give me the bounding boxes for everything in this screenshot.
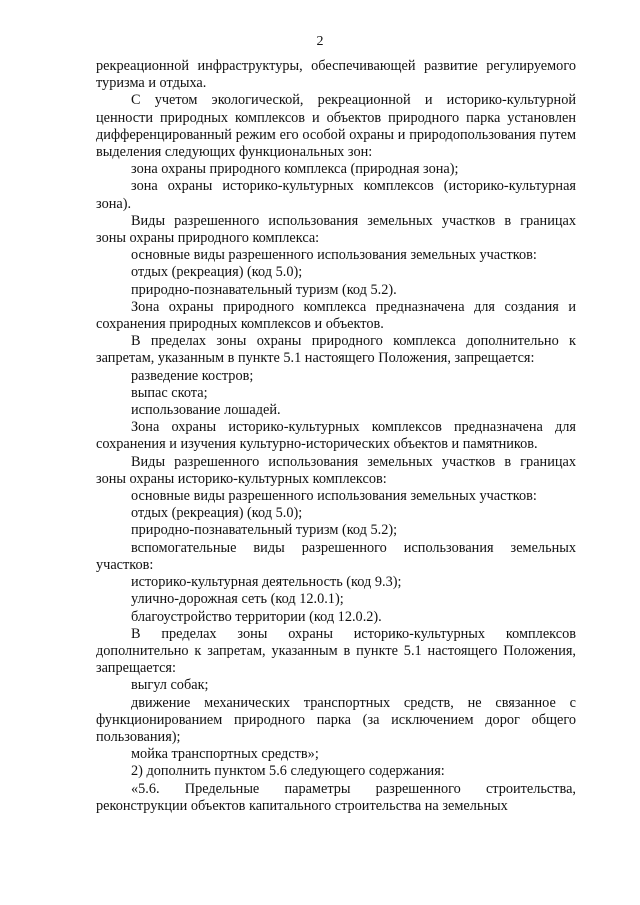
list-heading-main-uses: основные виды разрешенного использования земельных участков: [131,247,537,264]
list-heading-auxiliary-uses: вспомогательные виды разрешенного использования земельных участков: [96,539,576,573]
list-item-prohibition: движение механических транспортных средств, не связанное с функционированием природного парка (за исключением дорог общего пользования); [96,694,576,745]
list-item-use: историко-культурная деятельность (код 9.3); [131,574,402,591]
list-item-prohibition: выпас скота; [131,384,208,401]
list-item-prohibition: разведение костров; [131,367,254,384]
paragraph-cultural-zone-purpose: Зона охраны историко-культурных комплексов предназначена для сохранения и изучения культурно-исторических объектов и памятников. [96,419,576,453]
list-item-use: отдых (рекреация) (код 5.0); [131,505,303,522]
list-item-natural-zone: зона охраны природного комплекса (природная зона); [131,161,459,178]
paragraph-clause-5-6: «5.6. Предельные параметры разрешенного строительства, реконструкции объектов капитального строительства на земельных [96,780,576,814]
list-item-use: отдых (рекреация) (код 5.0); [131,264,303,281]
paragraph-natural-zone-prohibitions: В пределах зоны охраны природного комплекса дополнительно к запретам, указанным в пункте 5.1 настоящего Положения, запрещается: [96,333,576,367]
paragraph-natural-zone-purpose: Зона охраны природного комплекса предназначена для создания и сохранения природных комплексов и объектов. [96,298,576,333]
list-item-prohibition: использование лошадей. [131,402,281,419]
paragraph-natural-zone-uses: Виды разрешенного использования земельных участков в границах зоны охраны природного комплекса: [96,212,576,247]
list-item-prohibition: мойка транспортных средств»; [131,746,319,763]
paragraph-cultural-zone-prohibitions: В пределах зоны охраны историко-культурных комплексов дополнительно к запретам, указанным в пункте 5.1 настоящего Положения, запрещается: [96,625,576,677]
page-number: 2 [316,34,324,49]
paragraph-continuation: рекреационной инфраструктуры, обеспечивающей развитие регулируемого туризма и отдыха. [96,58,576,92]
paragraph-amendment: 2) дополнить пунктом 5.6 следующего содержания: [131,763,445,780]
paragraph-cultural-zone-uses: Виды разрешенного использования земельных участков в границах зоны охраны историко-культурных комплексов: [96,453,576,487]
list-item-prohibition: выгул собак; [131,677,209,694]
list-item-use: природно-познавательный туризм (код 5.2); [131,522,398,539]
list-item-cultural-zone: зона охраны историко-культурных комплексов (историко-культурная зона). [96,178,576,212]
paragraph-zones-intro: С учетом экологической, рекреационной и историко-культурной ценности природных комплексов и объектов природного парка установлен дифференцированный режим его особой охраны и природопользования путем выделения следующих функциональных зон: [96,92,576,161]
list-heading-main-uses: основные виды разрешенного использования земельных участков: [131,488,537,505]
list-item-use: благоустройство территории (код 12.0.2). [131,608,382,625]
document-body [96,58,576,815]
list-item-use: улично-дорожная сеть (код 12.0.1); [131,591,344,608]
list-item-use: природно-познавательный туризм (код 5.2). [131,281,397,298]
